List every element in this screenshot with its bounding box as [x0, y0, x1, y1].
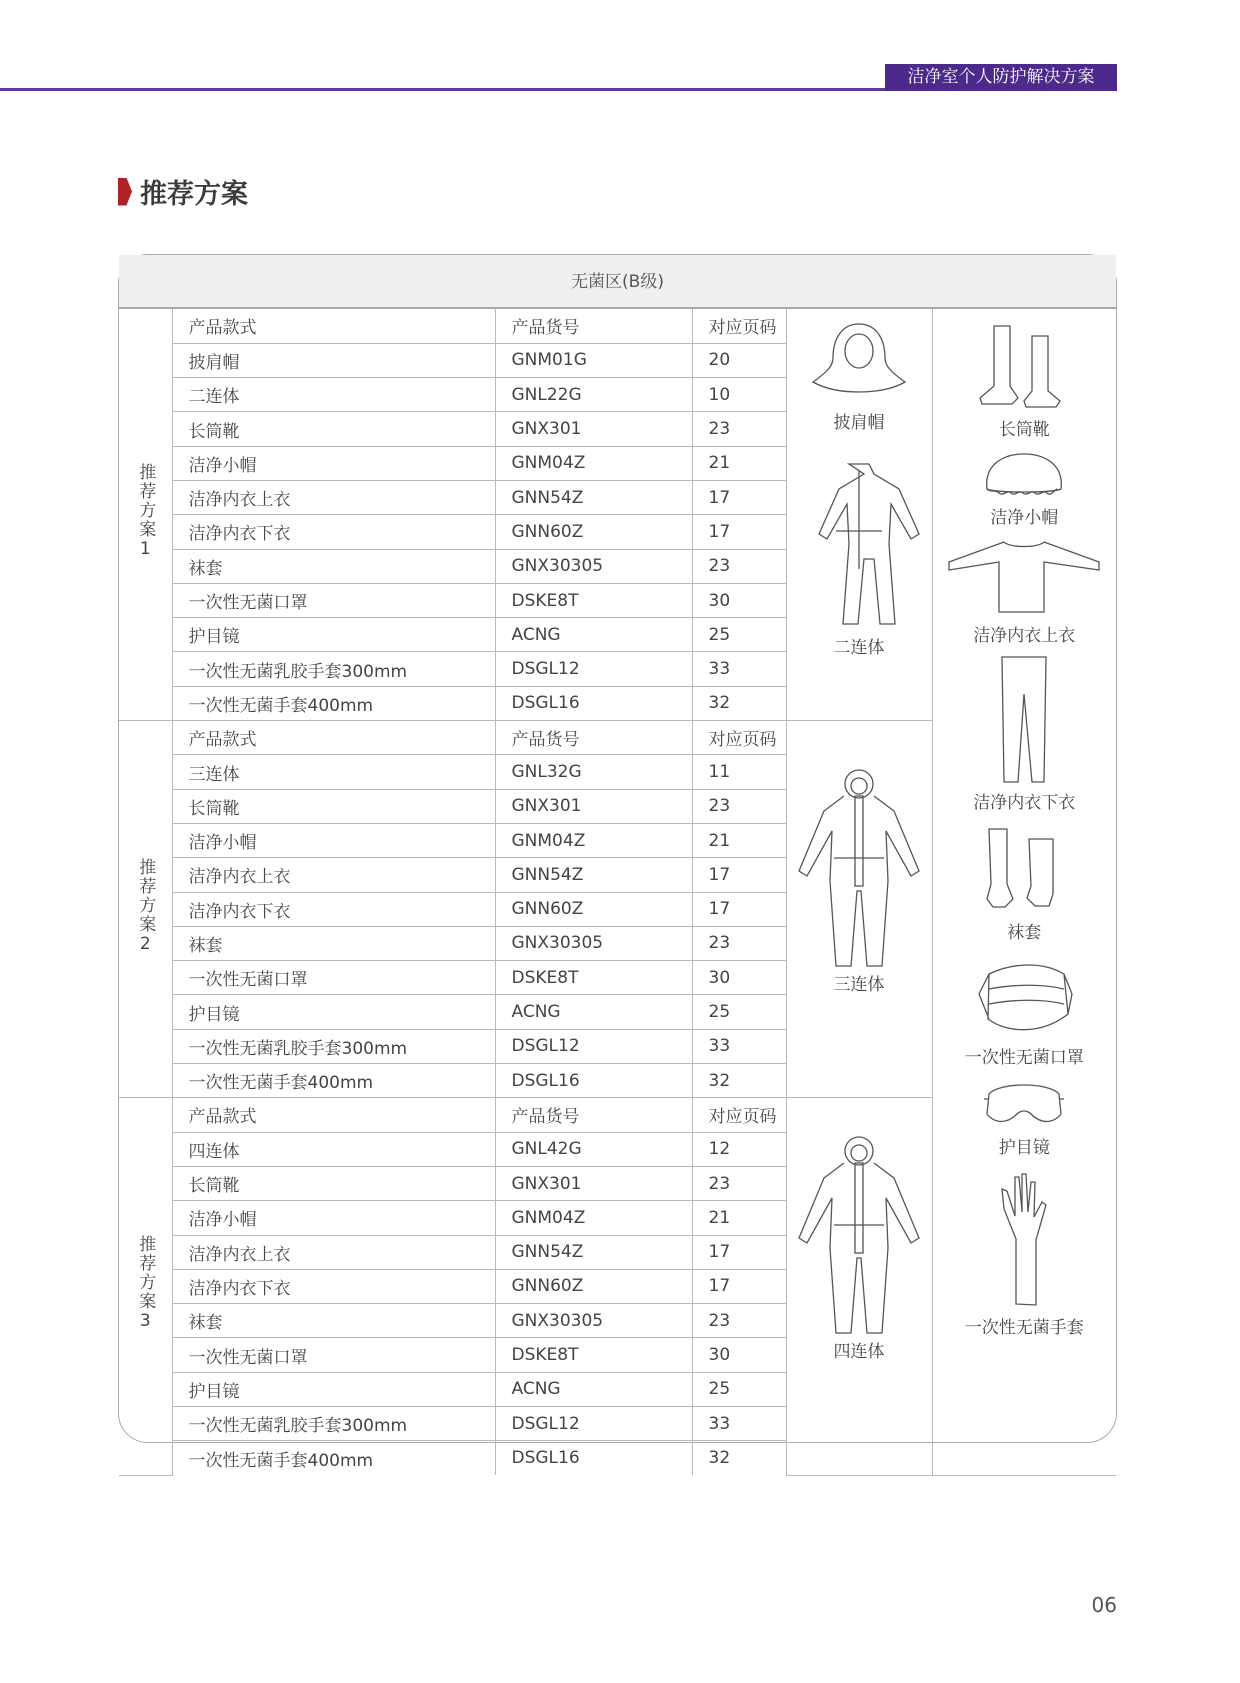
accessory-figure — [933, 824, 1117, 943]
suit-icon — [787, 319, 932, 404]
page-ref-cell: 23 — [692, 1166, 786, 1200]
product-style-cell: 一次性无菌手套400mm — [172, 686, 495, 720]
accessory-icon — [933, 959, 1117, 1039]
product-code-cell: DSKE8T — [495, 583, 692, 617]
accessory-icon — [933, 1169, 1117, 1309]
product-code-cell: GNM04Z — [495, 823, 692, 857]
plan-illustration — [786, 309, 932, 721]
accessory-figure — [933, 1169, 1117, 1338]
product-code-cell: GNL32G — [495, 755, 692, 789]
product-style-cell: 洁净小帽 — [172, 823, 495, 857]
page-ref-cell: 17 — [692, 858, 786, 892]
page-ref-cell: 32 — [692, 1441, 786, 1475]
accessory-icon — [933, 537, 1117, 617]
page-ref-cell: 17 — [692, 1235, 786, 1269]
product-code-cell: ACNG — [495, 618, 692, 652]
page-ref-header: 对应页码 — [692, 309, 786, 343]
product-style-cell: 洁净小帽 — [172, 446, 495, 480]
product-style-cell: 袜套 — [172, 926, 495, 960]
figure-caption: 洁净小帽 — [990, 508, 1059, 528]
product-style-cell: 披肩帽 — [172, 343, 495, 377]
page-ref-cell: 23 — [692, 789, 786, 823]
plan-label: 推荐方案1 — [135, 463, 156, 562]
product-code-cell: GNX301 — [495, 412, 692, 446]
product-code-cell: DSKE8T — [495, 961, 692, 995]
page-ref-cell: 25 — [692, 995, 786, 1029]
zone-header: 无菌区(B级) — [119, 255, 1116, 309]
product-code-cell: GNN60Z — [495, 892, 692, 926]
product-code-cell: GNN54Z — [495, 480, 692, 514]
product-style-header: 产品款式 — [172, 721, 495, 755]
page-ref-cell: 25 — [692, 618, 786, 652]
page-ref-cell: 12 — [692, 1132, 786, 1166]
product-code-cell: ACNG — [495, 995, 692, 1029]
plan-label-cell — [119, 1098, 172, 1475]
product-code-cell: DSGL12 — [495, 1029, 692, 1063]
product-style-cell: 一次性无菌乳胶手套300mm — [172, 652, 495, 686]
product-style-cell: 二连体 — [172, 378, 495, 412]
product-code-header: 产品货号 — [495, 309, 692, 343]
product-code-header: 产品货号 — [495, 721, 692, 755]
accessory-icon — [933, 321, 1117, 411]
product-code-cell: GNX30305 — [495, 1304, 692, 1338]
suit-icon — [787, 459, 932, 629]
page-ref-cell: 23 — [692, 412, 786, 446]
product-style-cell: 长筒靴 — [172, 789, 495, 823]
figure-caption: 洁净内衣上衣 — [973, 626, 1076, 646]
product-style-cell: 三连体 — [172, 755, 495, 789]
page-title — [118, 172, 248, 211]
plan-label: 推荐方案3 — [135, 1234, 156, 1333]
page-ref-header: 对应页码 — [692, 1098, 786, 1132]
product-code-cell: GNN54Z — [495, 858, 692, 892]
product-style-cell: 长筒靴 — [172, 412, 495, 446]
figure-caption: 三连体 — [833, 975, 885, 996]
product-code-cell: GNL22G — [495, 378, 692, 412]
product-code-cell: GNN60Z — [495, 515, 692, 549]
page-ref-cell: 25 — [692, 1372, 786, 1406]
product-style-cell: 一次性无菌手套400mm — [172, 1064, 495, 1098]
product-style-cell: 袜套 — [172, 1304, 495, 1338]
plan-label: 推荐方案2 — [135, 857, 156, 956]
product-code-cell: DSKE8T — [495, 1338, 692, 1372]
page-ref-cell: 20 — [692, 343, 786, 377]
product-style-cell: 洁净内衣上衣 — [172, 1235, 495, 1269]
accessory-figure — [933, 449, 1117, 528]
page-ref-header: 对应页码 — [692, 721, 786, 755]
product-code-cell: GNM01G — [495, 343, 692, 377]
product-style-cell: 洁净内衣上衣 — [172, 858, 495, 892]
page-ref-cell: 30 — [692, 1338, 786, 1372]
accessory-icon — [933, 654, 1117, 784]
product-code-cell: GNX301 — [495, 1166, 692, 1200]
product-style-cell: 四连体 — [172, 1132, 495, 1166]
product-code-cell: GNN54Z — [495, 1235, 692, 1269]
figure-caption: 一次性无菌手套 — [964, 1318, 1084, 1338]
product-code-header: 产品货号 — [495, 1098, 692, 1132]
product-style-cell: 洁净内衣下衣 — [172, 515, 495, 549]
product-code-cell: DSGL16 — [495, 686, 692, 720]
page-ref-cell: 10 — [692, 378, 786, 412]
product-style-cell: 一次性无菌口罩 — [172, 961, 495, 995]
product-code-cell: GNX301 — [495, 789, 692, 823]
section-tag: 洁净室个人防护解决方案 — [885, 64, 1117, 91]
page-title-text: 推荐方案 — [140, 179, 248, 210]
page-ref-cell: 32 — [692, 1064, 786, 1098]
product-code-cell: GNM04Z — [495, 1201, 692, 1235]
title-marker-icon — [118, 178, 132, 206]
product-code-cell: GNN60Z — [495, 1269, 692, 1303]
product-style-cell: 一次性无菌口罩 — [172, 1338, 495, 1372]
product-style-cell: 护目镜 — [172, 1372, 495, 1406]
accessory-figure — [933, 1079, 1117, 1158]
page-ref-cell: 23 — [692, 1304, 786, 1338]
page-ref-cell: 17 — [692, 1269, 786, 1303]
accessory-illustrations — [932, 309, 1116, 1475]
figure-caption: 长筒靴 — [998, 420, 1050, 440]
page-ref-cell: 17 — [692, 892, 786, 926]
figure-caption: 护目镜 — [998, 1138, 1050, 1158]
product-style-cell: 洁净小帽 — [172, 1201, 495, 1235]
page-ref-cell: 21 — [692, 446, 786, 480]
product-style-cell: 一次性无菌乳胶手套300mm — [172, 1407, 495, 1441]
page-ref-cell: 21 — [692, 823, 786, 857]
product-style-header: 产品款式 — [172, 309, 495, 343]
accessory-figure — [933, 654, 1117, 813]
suit-icon — [787, 1133, 932, 1333]
page-ref-cell: 33 — [692, 652, 786, 686]
figure-caption: 洁净内衣下衣 — [973, 793, 1076, 813]
product-code-cell: GNL42G — [495, 1132, 692, 1166]
page-ref-cell: 21 — [692, 1201, 786, 1235]
plan-illustration — [786, 721, 932, 1098]
product-style-cell: 一次性无菌乳胶手套300mm — [172, 1029, 495, 1063]
product-code-cell: ACNG — [495, 1372, 692, 1406]
accessory-figure — [933, 321, 1117, 440]
product-style-cell: 洁净内衣上衣 — [172, 480, 495, 514]
product-code-cell: DSGL12 — [495, 1407, 692, 1441]
suit-figure — [787, 766, 932, 995]
product-style-cell: 护目镜 — [172, 618, 495, 652]
product-code-cell: DSGL16 — [495, 1064, 692, 1098]
product-style-cell: 洁净内衣下衣 — [172, 1269, 495, 1303]
figure-caption: 四连体 — [833, 1342, 885, 1363]
product-code-cell: DSGL16 — [495, 1441, 692, 1475]
table-header-row — [119, 309, 1116, 343]
figure-caption: 披肩帽 — [833, 413, 885, 433]
page-ref-cell: 23 — [692, 926, 786, 960]
page-ref-cell: 11 — [692, 755, 786, 789]
accessory-icon — [933, 1079, 1117, 1129]
accessory-figure — [933, 959, 1117, 1068]
suit-figure — [787, 319, 932, 433]
page-ref-cell: 17 — [692, 515, 786, 549]
suit-icon — [787, 766, 932, 966]
product-style-cell: 一次性无菌手套400mm — [172, 1441, 495, 1475]
accessory-icon — [933, 449, 1117, 499]
figure-caption: 二连体 — [833, 638, 885, 658]
figure-caption: 一次性无菌口罩 — [964, 1048, 1084, 1068]
page-number: 06 — [1091, 1593, 1117, 1617]
suit-figure — [787, 459, 932, 658]
page-ref-cell: 32 — [692, 686, 786, 720]
product-style-cell: 洁净内衣下衣 — [172, 892, 495, 926]
figure-caption: 袜套 — [1007, 923, 1042, 943]
accessory-figure — [933, 537, 1117, 646]
page-ref-cell: 23 — [692, 549, 786, 583]
product-style-cell: 护目镜 — [172, 995, 495, 1029]
product-style-header: 产品款式 — [172, 1098, 495, 1132]
page-ref-cell: 30 — [692, 583, 786, 617]
accessory-icon — [933, 824, 1117, 914]
suit-figure — [787, 1133, 932, 1362]
page-ref-cell: 33 — [692, 1407, 786, 1441]
product-code-cell: DSGL12 — [495, 652, 692, 686]
plan-illustration — [786, 1098, 932, 1475]
plan-label-cell — [119, 721, 172, 1098]
page-ref-cell: 30 — [692, 961, 786, 995]
product-style-cell: 一次性无菌口罩 — [172, 583, 495, 617]
product-code-cell: GNM04Z — [495, 446, 692, 480]
product-style-cell: 长筒靴 — [172, 1166, 495, 1200]
product-style-cell: 袜套 — [172, 549, 495, 583]
product-code-cell: GNX30305 — [495, 549, 692, 583]
product-code-cell: GNX30305 — [495, 926, 692, 960]
page-ref-cell: 33 — [692, 1029, 786, 1063]
page-ref-cell: 17 — [692, 480, 786, 514]
recommendation-table — [118, 254, 1117, 1471]
plan-label-cell — [119, 309, 172, 721]
